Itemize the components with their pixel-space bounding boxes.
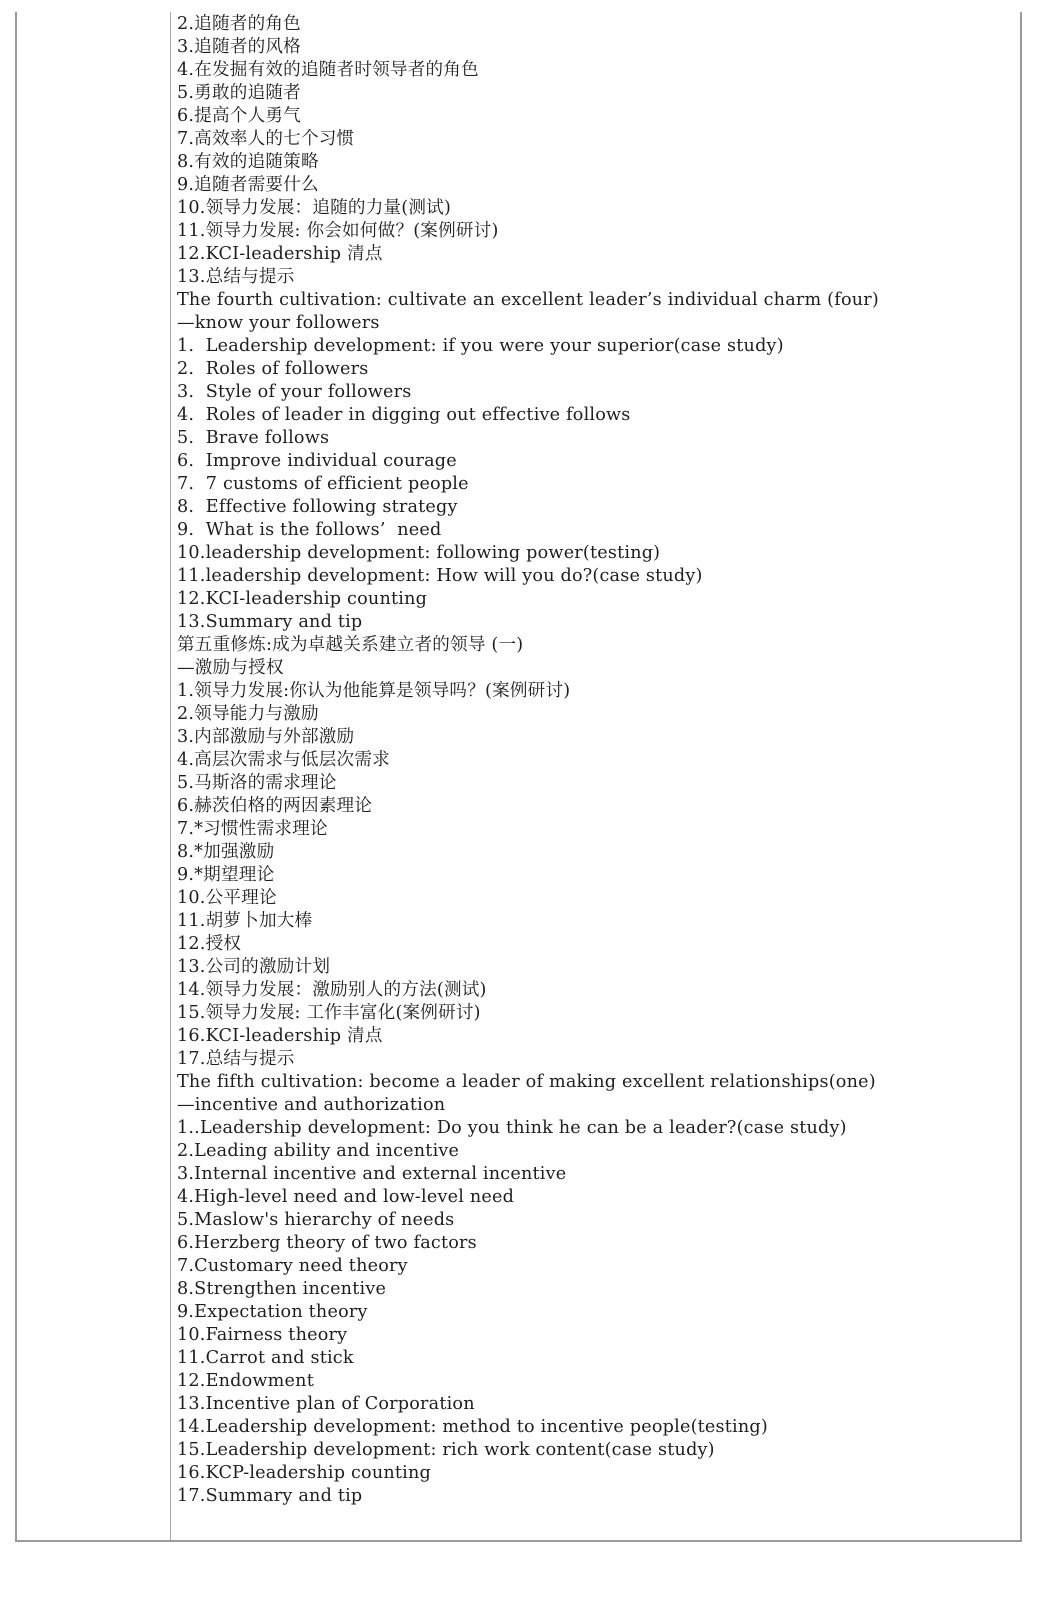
outline-line: 15.领导力发展: 工作丰富化(案例研讨) [177, 1003, 481, 1023]
outline-line: —know your followers [177, 313, 380, 333]
course-outline-table [15, 12, 1022, 1542]
outline-line: 13.总结与提示 [177, 267, 295, 287]
outline-line: 16.KCI-leadership 清点 [177, 1026, 383, 1046]
outline-line: 3.内部激励与外部激励 [177, 727, 355, 747]
outline-line: 7. 7 customs of efficient people [177, 474, 469, 494]
outline-line: 17.Summary and tip [177, 1486, 363, 1506]
outline-line: 10.公平理论 [177, 888, 277, 908]
outline-line: 14.领导力发展：激励别人的方法(测试) [177, 980, 487, 1000]
outline-line: 10.leadership development: following power(testing) [177, 543, 661, 563]
outline-line: 11.leadership development: How will you do?(case study) [177, 566, 703, 586]
table-left-column [17, 12, 171, 1540]
outline-line: 17.总结与提示 [177, 1049, 295, 1069]
outline-line: 5.Maslow's hierarchy of needs [177, 1210, 455, 1230]
outline-line: 6.Herzberg theory of two factors [177, 1233, 477, 1253]
outline-line: 8. Effective following strategy [177, 497, 458, 517]
outline-line: 7.Customary need theory [177, 1256, 408, 1276]
outline-line: 1..Leadership development: Do you think he can be a leader?(case study) [177, 1118, 847, 1138]
outline-line: 8.*加强激励 [177, 842, 275, 862]
outline-line: 6.提高个人勇气 [177, 106, 301, 126]
outline-line: 1.领导力发展:你认为他能算是领导吗？(案例研讨) [177, 681, 571, 701]
outline-line: —激励与授权 [177, 658, 284, 678]
outline-line: 5.勇敢的追随者 [177, 83, 301, 103]
outline-line: —incentive and authorization [177, 1095, 446, 1115]
outline-line: 12.授权 [177, 934, 242, 954]
outline-line: 2.Leading ability and incentive [177, 1141, 460, 1161]
outline-line: 12.KCI-leadership counting [177, 589, 428, 609]
outline-line: 4.High-level need and low-level need [177, 1187, 515, 1207]
outline-line: 6. Improve individual courage [177, 451, 457, 471]
outline-lines [177, 13, 1014, 1508]
outline-line: 4.高层次需求与低层次需求 [177, 750, 390, 770]
outline-line: 12.KCI-leadership 清点 [177, 244, 383, 264]
outline-line: 8.Strengthen incentive [177, 1279, 387, 1299]
outline-line: 8.有效的追随策略 [177, 152, 319, 172]
outline-line: 12.Endowment [177, 1371, 314, 1391]
outline-line: 6.赫茨伯格的两因素理论 [177, 796, 373, 816]
outline-line: 5.马斯洛的需求理论 [177, 773, 337, 793]
outline-line: 11.Carrot and stick [177, 1348, 354, 1368]
outline-line: 第五重修炼:成为卓越关系建立者的领导 (一) [177, 635, 524, 655]
outline-line: 7.高效率人的七个习惯 [177, 129, 355, 149]
outline-line: 5. Brave follows [177, 428, 330, 448]
outline-line: 13.公司的激励计划 [177, 957, 331, 977]
outline-line: The fifth cultivation: become a leader of making excellent relationships(one) [177, 1072, 876, 1092]
outline-line: 13.Summary and tip [177, 612, 363, 632]
outline-line: 3.Internal incentive and external incentive [177, 1164, 567, 1184]
outline-line: 4.在发掘有效的追随者时领导者的角色 [177, 60, 479, 80]
outline-line: 3. Style of your followers [177, 382, 412, 402]
outline-line: 9.Expectation theory [177, 1302, 368, 1322]
outline-line: 11.领导力发展: 你会如何做？(案例研讨) [177, 221, 499, 241]
outline-line: 2.领导能力与激励 [177, 704, 319, 724]
outline-line: 2. Roles of followers [177, 359, 369, 379]
outline-content-cell [177, 13, 1014, 1508]
outline-line: 3.追随者的风格 [177, 37, 301, 57]
outline-line: 7.*习惯性需求理论 [177, 819, 328, 839]
outline-line: 10.Fairness theory [177, 1325, 348, 1345]
outline-line: 1. Leadership development: if you were your superior(case study) [177, 336, 784, 356]
outline-line: 11.胡萝卜加大棒 [177, 911, 313, 931]
outline-line: 10.领导力发展：追随的力量(测试) [177, 198, 452, 218]
outline-line: 15.Leadership development: rich work content(case study) [177, 1440, 715, 1460]
outline-line: 4. Roles of leader in digging out effective follows [177, 405, 631, 425]
outline-line: 13.Incentive plan of Corporation [177, 1394, 475, 1414]
outline-line: 16.KCP-leadership counting [177, 1463, 431, 1483]
outline-line: 9.*期望理论 [177, 865, 275, 885]
outline-line: 9. What is the follows’ need [177, 520, 442, 540]
outline-line: 14.Leadership development: method to incentive people(testing) [177, 1417, 768, 1437]
outline-line: The fourth cultivation: cultivate an excellent leader’s individual charm (four) [177, 290, 879, 310]
outline-line: 2.追随者的角色 [177, 14, 301, 34]
outline-line: 9.追随者需要什么 [177, 175, 319, 195]
